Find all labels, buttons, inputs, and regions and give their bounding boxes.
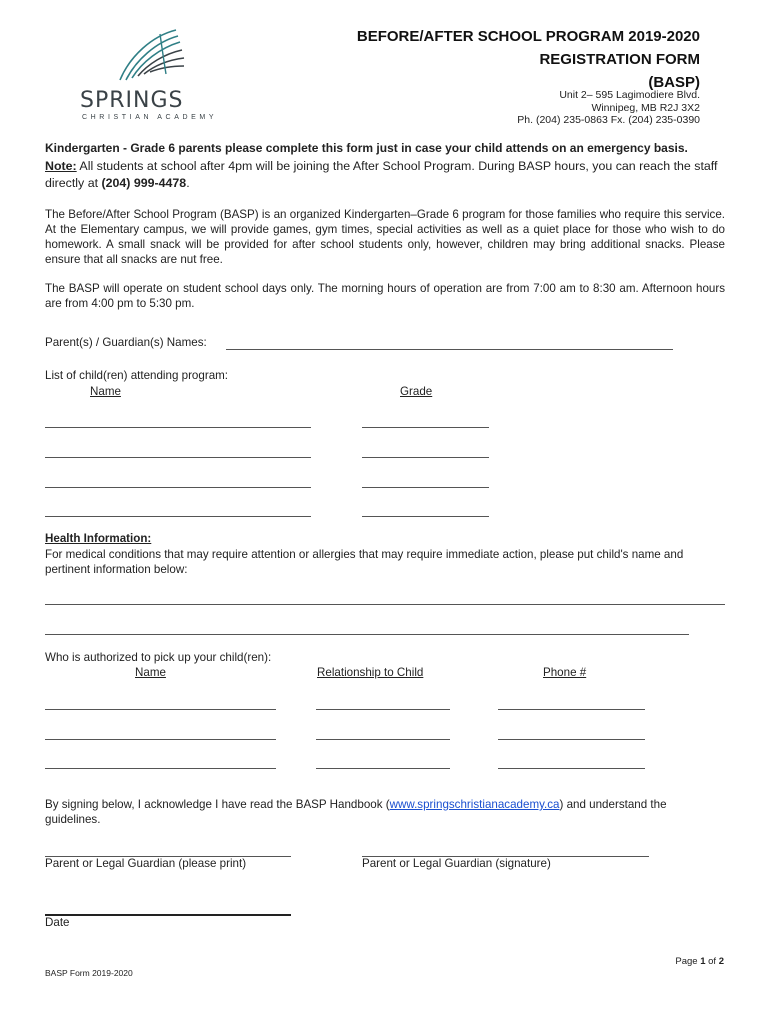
guardian-print-label: Parent or Legal Guardian (please print) (45, 857, 247, 870)
health-instructions: For medical conditions that may require attention or allergies that may require immediate action, please put child's name and pertinent information below: (45, 548, 684, 576)
pickup-name-field-3[interactable] (45, 768, 276, 769)
pickup-relationship-field-2[interactable] (316, 739, 450, 740)
form-title (357, 25, 700, 94)
pickup-relationship-field-1[interactable] (316, 709, 450, 710)
pickup-relationship-header: Relationship to Child (317, 666, 424, 679)
title-line-2: REGISTRATION FORM (539, 51, 700, 68)
page-prefix: Page (675, 956, 701, 967)
pickup-phone-header: Phone # (543, 666, 587, 679)
pickup-name-field-2[interactable] (45, 739, 276, 740)
page-of: of (705, 956, 719, 967)
logo-subtitle: CHRISTIAN ACADEMY (82, 114, 218, 121)
children-label: List of child(ren) attending program: (45, 369, 229, 382)
health-heading: Health Information: (45, 532, 152, 545)
school-address (517, 89, 700, 127)
health-info-field-2[interactable] (45, 634, 689, 635)
ack-text: By signing below, I acknowledge I have read the BASP Handbook ( (45, 798, 390, 811)
children-name-header: Name (90, 385, 121, 398)
address-line-3: Ph. (204) 235-0863 Fx. (204) 235-0390 (517, 114, 700, 126)
address-line-1: Unit 2– 595 Lagimodiere Blvd. (559, 89, 700, 101)
date-label: Date (45, 916, 70, 929)
address-line-2: Winnipeg, MB R2J 3X2 (591, 101, 700, 114)
note-end: . (186, 176, 190, 190)
pickup-relationship-field-3[interactable] (316, 768, 450, 769)
program-description: The Before/After School Program (BASP) is an organized Kindergarten–Grade 6 program for those families who require this service. At the Elementary campus, we will provide games, gym times, special activities as well as a quiet place for those who wish to do homework. A small snack will be provided for after school students only, however, children may bring additional snacks. Please ensure that all snacks are nut free. (45, 208, 725, 266)
page-number (675, 956, 724, 967)
child-grade-field-1[interactable] (362, 427, 489, 428)
date-field[interactable] (45, 914, 291, 916)
pickup-phone-field-2[interactable] (498, 739, 645, 740)
springs-logo-icon (72, 28, 232, 128)
child-name-field-1[interactable] (45, 427, 311, 428)
child-name-field-2[interactable] (45, 457, 311, 458)
page-current: 1 (700, 956, 706, 967)
emergency-notice: Kindergarten - Grade 6 parents please complete this form just in case your child attends on an emergency basis. (45, 141, 688, 155)
pickup-label: Who is authorized to pick up your child(ren): (45, 651, 272, 664)
acknowledgement-text (45, 797, 725, 827)
note-label: Note: (45, 159, 77, 173)
title-line-1: BEFORE/AFTER SCHOOL PROGRAM 2019-2020 (356, 28, 700, 45)
operation-hours: The BASP will operate on student school days only. The morning hours of operation are from 7:00 am to 8:30 am. Afternoon hours are from 4:00 pm to 5:30 pm. (45, 282, 725, 310)
note-text: All students at school after 4pm will be joining the After School Program. During BASP hours, you can reach the staff directly at (45, 159, 718, 190)
child-name-field-4[interactable] (45, 516, 311, 517)
children-grade-header: Grade (400, 385, 433, 398)
pickup-name-field-1[interactable] (45, 709, 276, 710)
pickup-phone-field-1[interactable] (498, 709, 645, 710)
guardian-signature-label: Parent or Legal Guardian (signature) (362, 857, 551, 870)
guardian-label: Parent(s) / Guardian(s) Names: (45, 336, 207, 349)
guardian-names-field[interactable] (226, 349, 673, 350)
pickup-phone-field-3[interactable] (498, 768, 645, 769)
handbook-link[interactable]: www.springschristianacademy.ca (389, 798, 560, 811)
health-info-field-1[interactable] (45, 604, 725, 605)
page-total: 2 (718, 956, 724, 967)
form-id: BASP Form 2019-2020 (45, 968, 133, 978)
logo-wordmark: SPRINGS (80, 88, 184, 113)
note-paragraph (45, 158, 725, 192)
title-line-3: (BASP) (648, 74, 700, 91)
ack-end: ) and understand the guidelines. (45, 798, 667, 826)
child-name-field-3[interactable] (45, 487, 311, 488)
child-grade-field-2[interactable] (362, 457, 489, 458)
child-grade-field-3[interactable] (362, 487, 489, 488)
child-grade-field-4[interactable] (362, 516, 489, 517)
staff-phone: (204) 999-4478 (101, 176, 187, 190)
pickup-name-header: Name (135, 666, 166, 679)
